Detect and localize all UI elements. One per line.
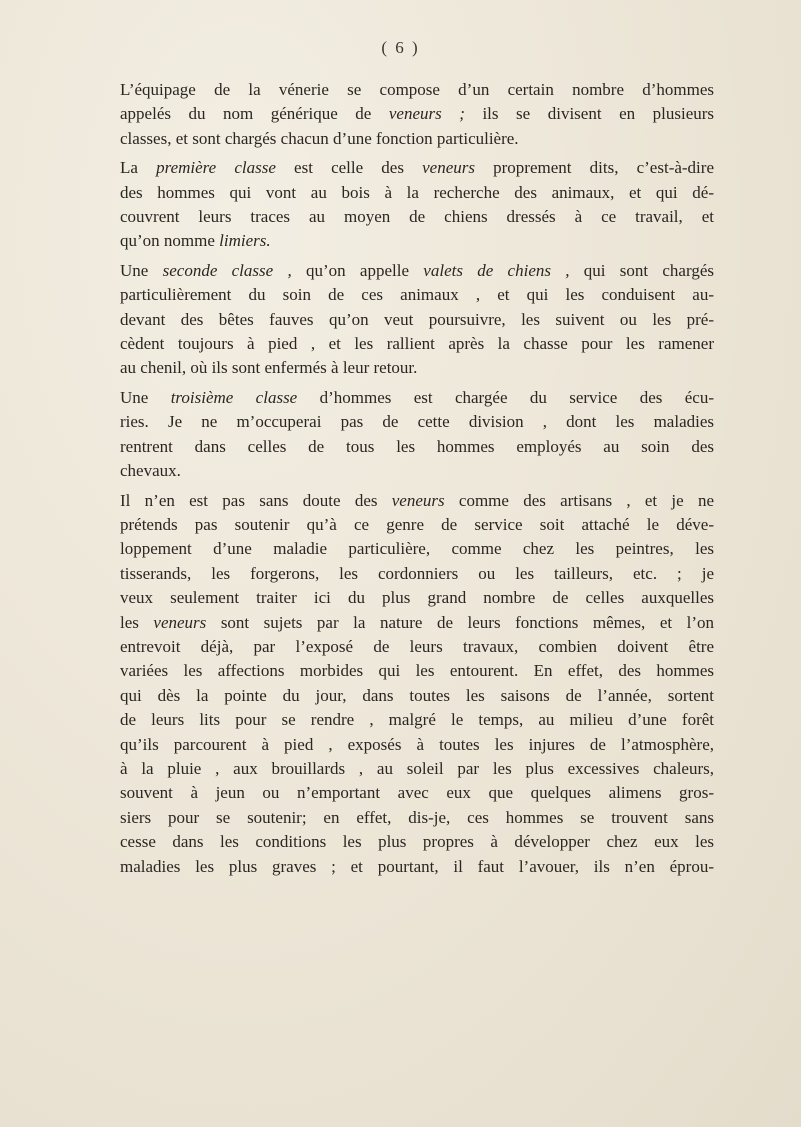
text-line: La première classe est celle des veneurs proprement dits, c’est-à-dire	[120, 158, 714, 178]
text-line: qu’on nomme limiers.	[120, 231, 271, 251]
paragraph	[98, 156, 714, 254]
italic-term: première classe	[156, 158, 276, 178]
text-line: ries. Je ne m’occuperai pas de cette division , dont les maladies	[120, 412, 714, 432]
text-line: loppement d’une maladie particulière, comme chez les peintres, les	[120, 539, 714, 559]
text-line: siers pour se soutenir; en effet, dis-je, ces hommes se trouvent sans	[120, 807, 714, 827]
text-line: qui dès la pointe du jour, dans toutes les saisons de l’année, sortent	[120, 685, 714, 705]
italic-term: veneurs	[391, 490, 445, 510]
text-line: classes, et sont chargés chacun d’une fonction particulière.	[120, 128, 519, 148]
text-line: les veneurs sont sujets par la nature de leurs fonctions mêmes, et l’on	[120, 612, 714, 632]
italic-term: seconde classe ,	[162, 260, 292, 280]
text-line: cesse dans les conditions les plus propres à développer chez eux les	[120, 832, 714, 852]
text-line: de leurs lits pour se rendre , malgré le temps, au milieu d’une forêt	[120, 710, 714, 730]
text-line: souvent à jeun ou n’emportant avec eux que quelques alimens gros-	[120, 783, 714, 803]
italic-term: limiers.	[219, 231, 271, 251]
italic-term: valets de chiens ,	[423, 260, 570, 280]
text-line: rentrent dans celles de tous les hommes employés au soin des	[120, 436, 714, 456]
paragraph	[98, 259, 714, 381]
text-line: tisserands, les forgerons, les cordonniers ou les tailleurs, etc. ; je	[120, 563, 714, 583]
page-number: ( 6 )	[381, 38, 420, 57]
text-line: devant des bêtes fauves qu’on veut poursuivre, les suivent ou les pré-	[120, 309, 714, 329]
paragraph	[98, 386, 714, 484]
text-line: veux seulement traiter ici du plus grand nombre de celles auxquelles	[120, 588, 714, 608]
italic-term: veneurs	[153, 612, 207, 632]
text-line: L’équipage de la vénerie se compose d’un certain nombre d’hommes	[120, 80, 714, 99]
text-line: Il n’en est pas sans doute des veneurs comme des artisans , et je ne	[120, 490, 714, 510]
text-line: couvrent leurs traces au moyen de chiens dressés à ce travail, et	[120, 207, 714, 227]
text-line: appelés du nom générique de veneurs ; ils se divisent en plusieurs	[120, 104, 715, 124]
text-line: chevaux.	[120, 461, 181, 481]
text-line: particulièrement du soin de ces animaux , et qui les conduisent au-	[120, 285, 714, 305]
paragraph	[98, 78, 714, 151]
text-line: à la pluie , aux brouillards , au soleil par les plus excessives chaleurs,	[120, 758, 714, 778]
text-line: maladies les plus graves ; et pourtant, il faut l’avouer, ils n’en éprou-	[120, 856, 714, 876]
italic-term: veneurs ;	[388, 104, 465, 124]
text-line: Une troisième classe d’hommes est chargée du service des écu-	[120, 387, 714, 407]
italic-term: troisième classe	[170, 387, 298, 407]
text-line: au chenil, où ils sont enfermés à leur retour.	[120, 358, 418, 378]
paragraph	[98, 489, 714, 880]
text-line: prétends pas soutenir qu’à ce genre de service soit attaché le déve-	[120, 514, 714, 534]
text-line: entrevoit déjà, par l’exposé de leurs travaux, combien doivent être	[120, 636, 714, 656]
body-text	[98, 78, 714, 884]
italic-term: veneurs	[422, 158, 475, 178]
text-line: Une seconde classe , qu’on appelle valets de chiens , qui sont chargés	[120, 260, 714, 280]
text-line: cèdent toujours à pied , et les rallient après la chasse pour les ramener	[120, 334, 714, 354]
text-line: variées les affections morbides qui les entourent. En effet, des hommes	[120, 661, 714, 681]
text-line: qu’ils parcourent à pied , exposés à toutes les injures de l’atmosphère,	[120, 734, 714, 754]
text-line: des hommes qui vont au bois à la recherche des animaux, et qui dé-	[120, 182, 714, 202]
